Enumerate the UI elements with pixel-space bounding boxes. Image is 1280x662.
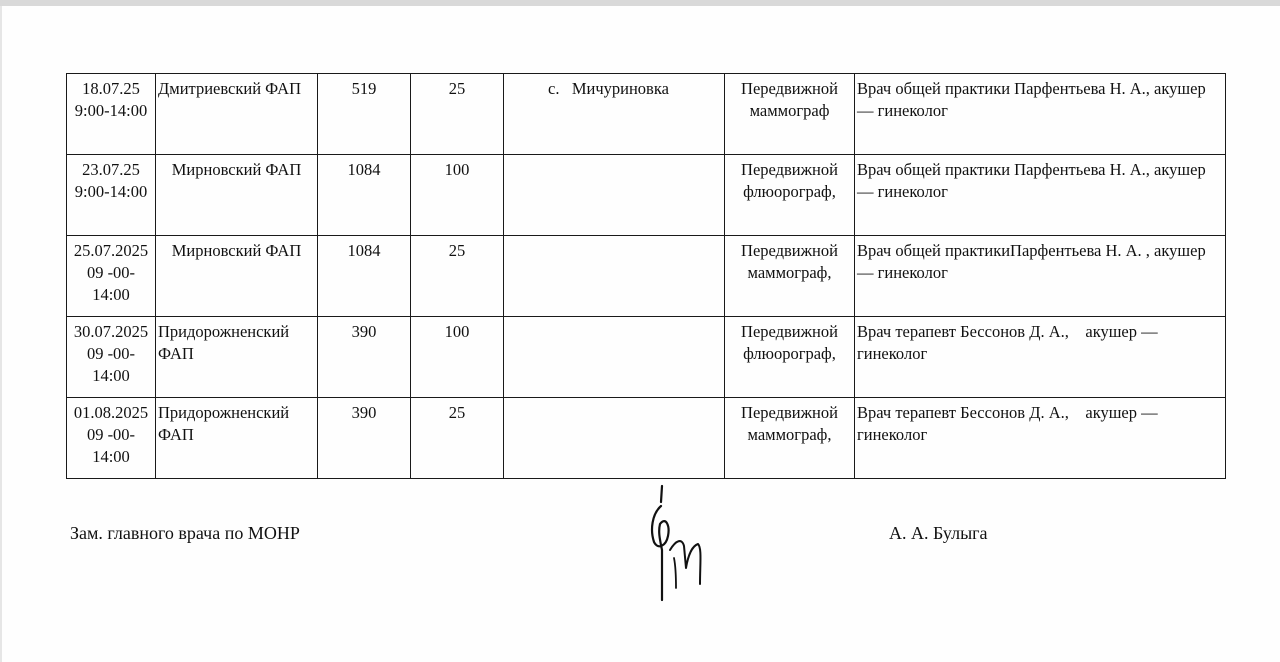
time-text: 14:00 [92,447,130,466]
date-cell [67,398,156,479]
date-cell [67,236,156,317]
fap-cell: Мирновский ФАП [156,236,318,317]
population-cell: 390 [318,317,411,398]
staff-cell: Врач терапевт Бессонов Д. А., акушер — гинеколог [855,398,1226,479]
population-cell: 1084 [318,155,411,236]
signer-name: А. А. Булыга [889,523,988,543]
population-cell: 390 [318,398,411,479]
time-text: 9:00-14:00 [74,182,148,201]
device-cell: Передвижной маммограф [725,74,855,155]
device-cell: Передвижной маммограф, [725,236,855,317]
date-cell [67,74,156,155]
staff-cell: Врач общей практики Парфентьева Н. А., акушер — гинеколог [855,155,1226,236]
place-cell [504,317,725,398]
fap-cell: Мирновский ФАП [156,155,318,236]
place-cell [504,398,725,479]
population-cell: 1084 [318,236,411,317]
fap-cell: Придорожненский ФАП [156,317,318,398]
time-text: 09 -00- [86,425,136,444]
date-cell [67,155,156,236]
fap-cell: Придорожненский ФАП [156,398,318,479]
time-text: 14:00 [92,285,130,304]
table-row [67,74,1226,155]
date-text: 23.07.25 [82,160,140,179]
time-text: 09 -00- [86,344,136,363]
count-cell: 100 [411,155,504,236]
place-cell [504,236,725,317]
handwritten-signature [636,484,716,608]
time-text: 9:00-14:00 [74,101,148,120]
staff-cell: Врач общей практики Парфентьева Н. А., акушер — гинеколог [855,74,1226,155]
signer-position: Зам. главного врача по МОНР [70,523,300,543]
device-cell: Передвижной маммограф, [725,398,855,479]
date-text: 18.07.25 [82,79,140,98]
count-cell: 25 [411,398,504,479]
date-text: 25.07.2025 [73,241,149,260]
device-cell: Передвижной флюорограф, [725,317,855,398]
count-cell: 100 [411,317,504,398]
table-row [67,155,1226,236]
date-text: 30.07.2025 [73,322,149,341]
count-cell: 25 [411,74,504,155]
staff-cell: Врач терапевт Бессонов Д. А., акушер — гинеколог [855,317,1226,398]
place-cell: с. Мичуриновка [504,74,725,155]
table-row [67,236,1226,317]
date-cell [67,317,156,398]
time-text: 09 -00- [86,263,136,282]
schedule-table [66,73,1226,479]
page-left-edge [0,6,2,662]
count-cell: 25 [411,236,504,317]
place-cell [504,155,725,236]
table-row [67,317,1226,398]
staff-cell: Врач общей практикиПарфентьева Н. А. , акушер — гинеколог [855,236,1226,317]
device-cell: Передвижной флюорограф, [725,155,855,236]
date-text: 01.08.2025 [73,403,149,422]
page-top-band [0,0,1280,6]
population-cell: 519 [318,74,411,155]
time-text: 14:00 [92,366,130,385]
table-row [67,398,1226,479]
fap-cell: Дмитриевский ФАП [156,74,318,155]
